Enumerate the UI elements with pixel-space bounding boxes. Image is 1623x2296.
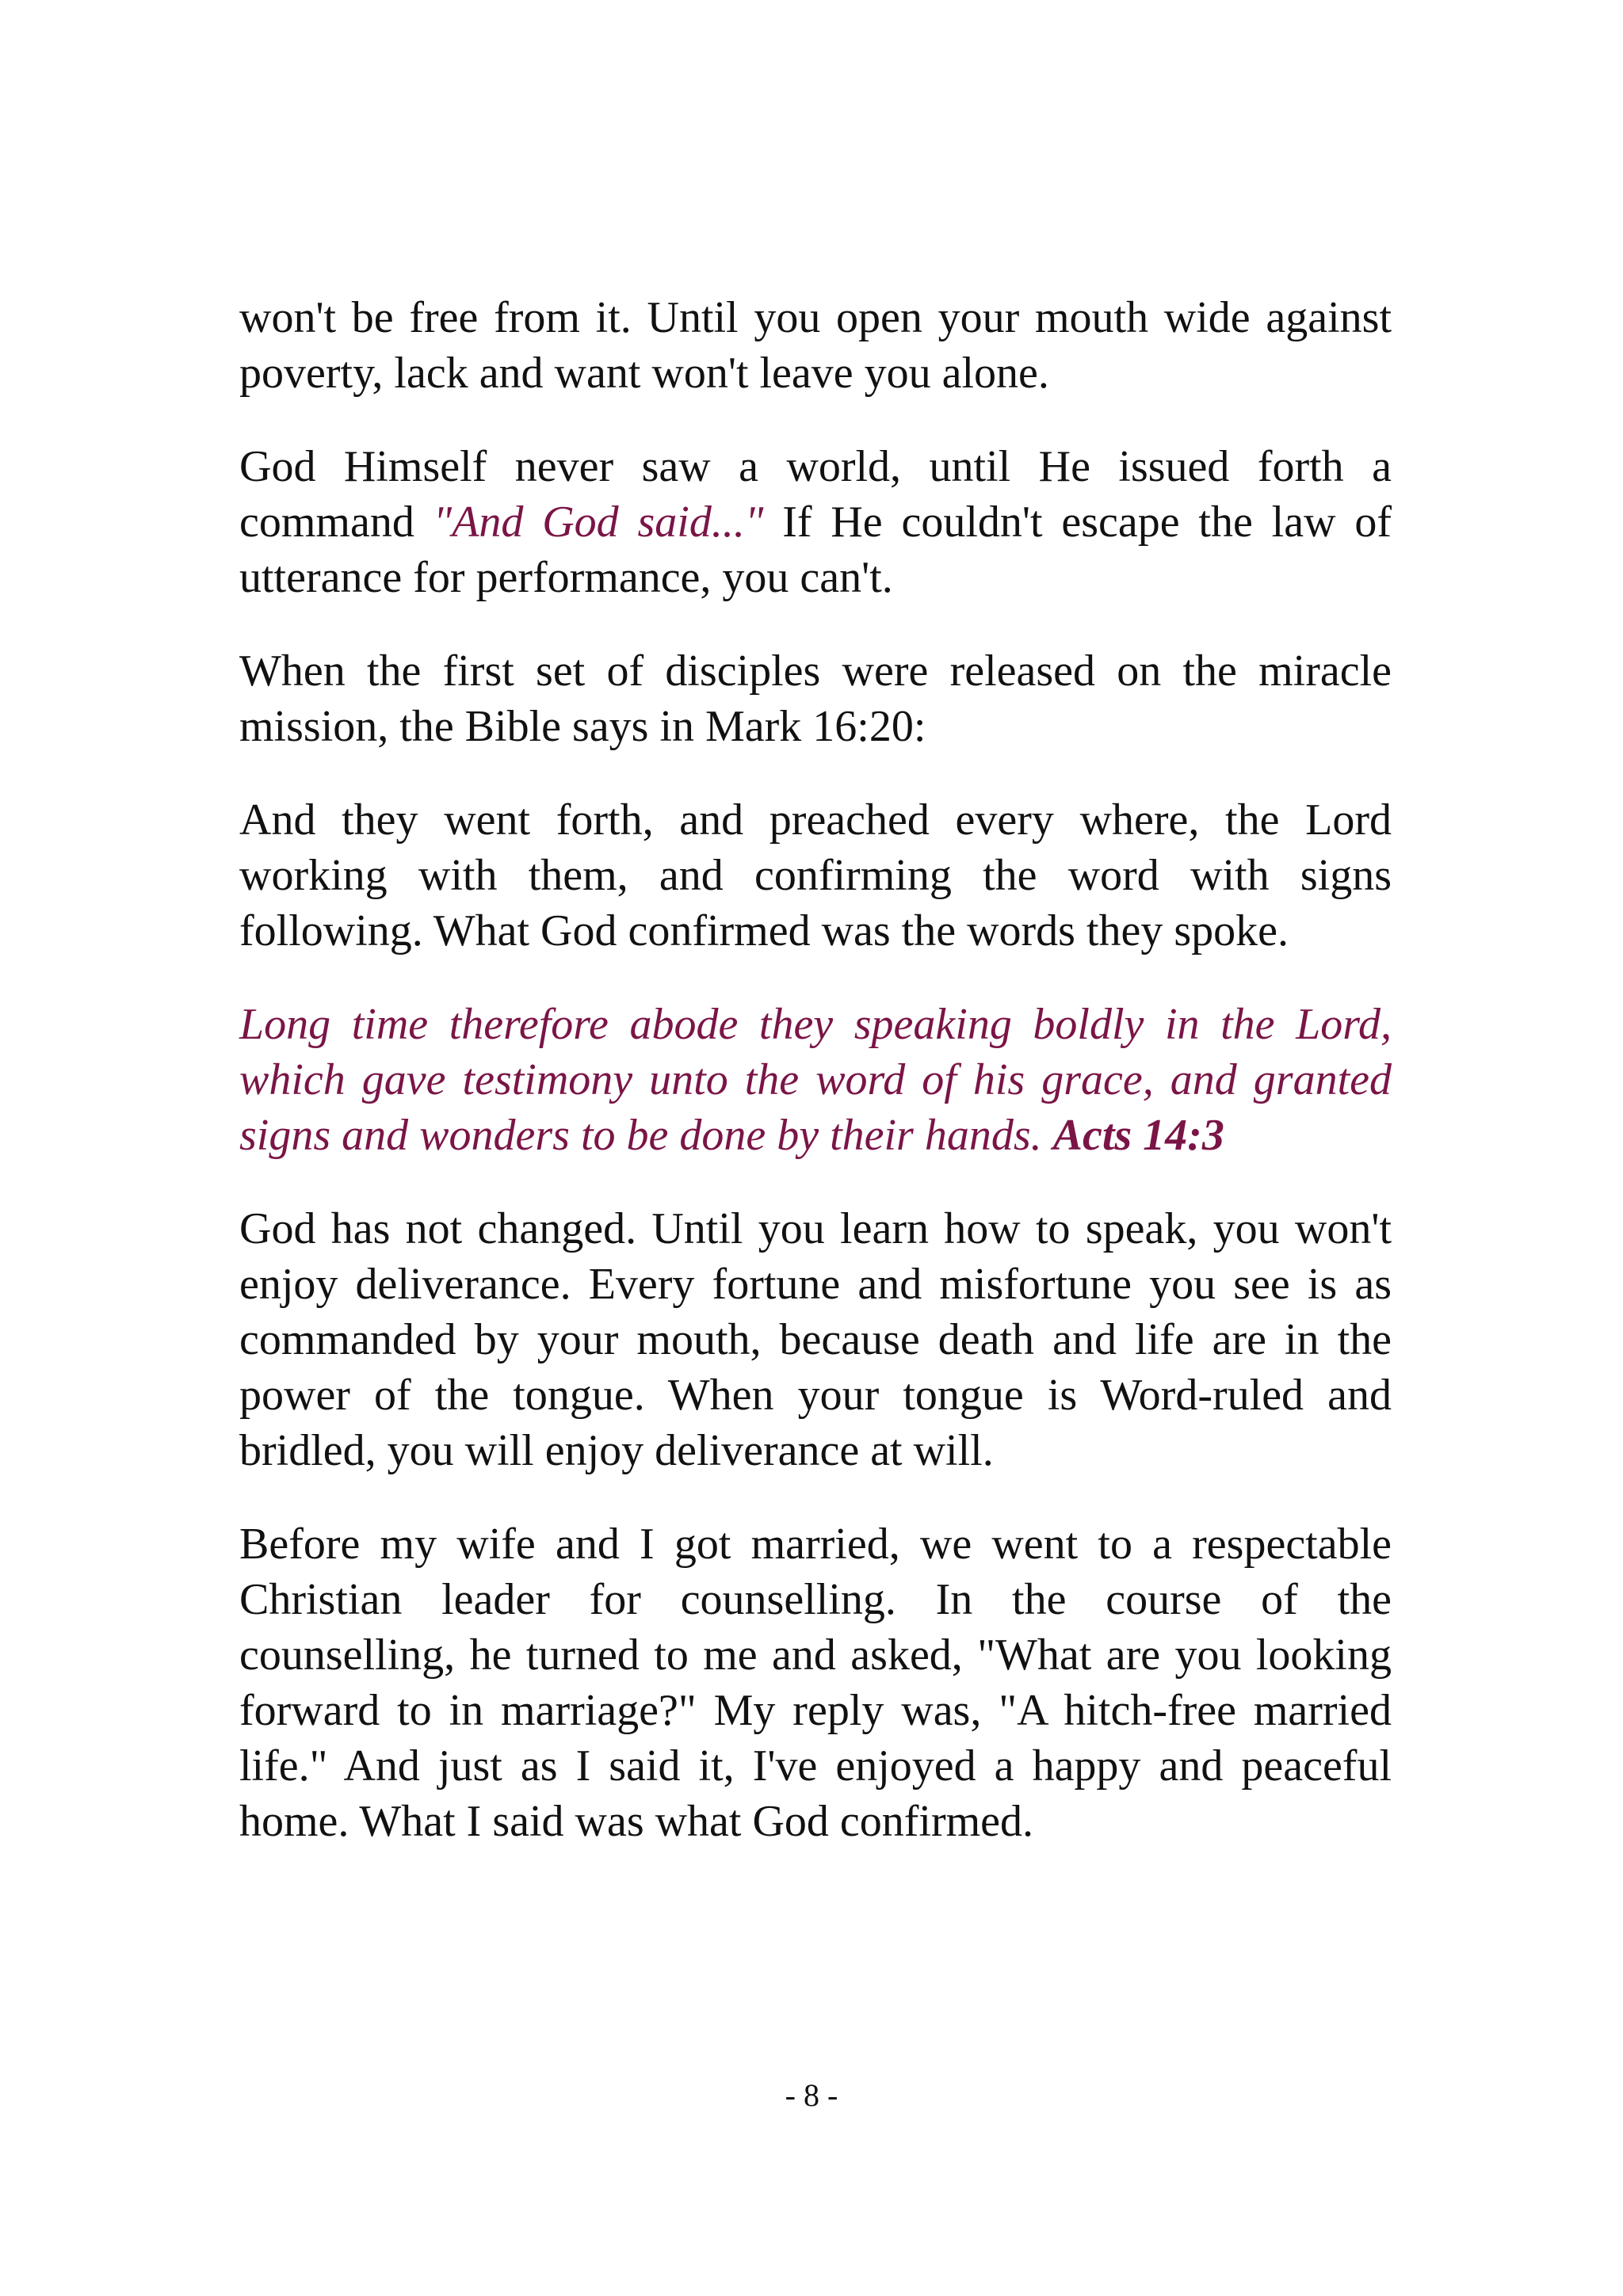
paragraph-3: When the first set of disciples were released on the miracle mission, the Bible says in Mark 16:20: bbox=[239, 646, 1392, 751]
inline-quote-and-god-said: "And God said..." bbox=[433, 498, 764, 547]
paragraph-4: And they went forth, and preached every where, the Lord working with them, and confirming the word with signs following. What God confirmed was the words they spoke. bbox=[239, 795, 1392, 955]
paragraph-1: won't be free from it. Until you open your mouth wide against poverty, lack and want won't leave you alone. bbox=[239, 293, 1392, 398]
scripture-quote bbox=[239, 997, 1392, 1163]
paragraph-6: God has not changed. Until you learn how to speak, you won't enjoy deliverance. Every fortune and misfortune you see is as commanded by your mouth, because death and life are in the power of the tongue. When your tongue is Word-ruled and bridled, you will enjoy deliverance at will. bbox=[239, 1204, 1392, 1475]
page-number: - 8 - bbox=[785, 2077, 838, 2113]
paragraph-7: Before my wife and I got married, we went to a respectable Christian leader for counselling. In the course of the counselling, he turned to me and asked, "What are you looking forward to in marriage?" My reply was, "A hitch-free married life." And just as I said it, I've enjoyed a happy and peaceful home. What I said was what God confirmed. bbox=[239, 1520, 1392, 1846]
scripture-reference: Acts 14:3 bbox=[1052, 1111, 1224, 1160]
scripture-quote-text: Long time therefore abode they speaking boldly in the Lord, which gave testimony unto the word of his grace, and granted signs and wonders to be done by their hands. bbox=[239, 1000, 1392, 1160]
paragraph-2-text-before: God Himself never saw a world, until He issued forth a command bbox=[239, 442, 1392, 547]
body-text bbox=[239, 290, 1392, 1887]
paragraph-2-text-after: If He couldn't escape the law of utterance for performance, you can't. bbox=[239, 498, 1392, 602]
paragraph-2 bbox=[239, 439, 1392, 605]
